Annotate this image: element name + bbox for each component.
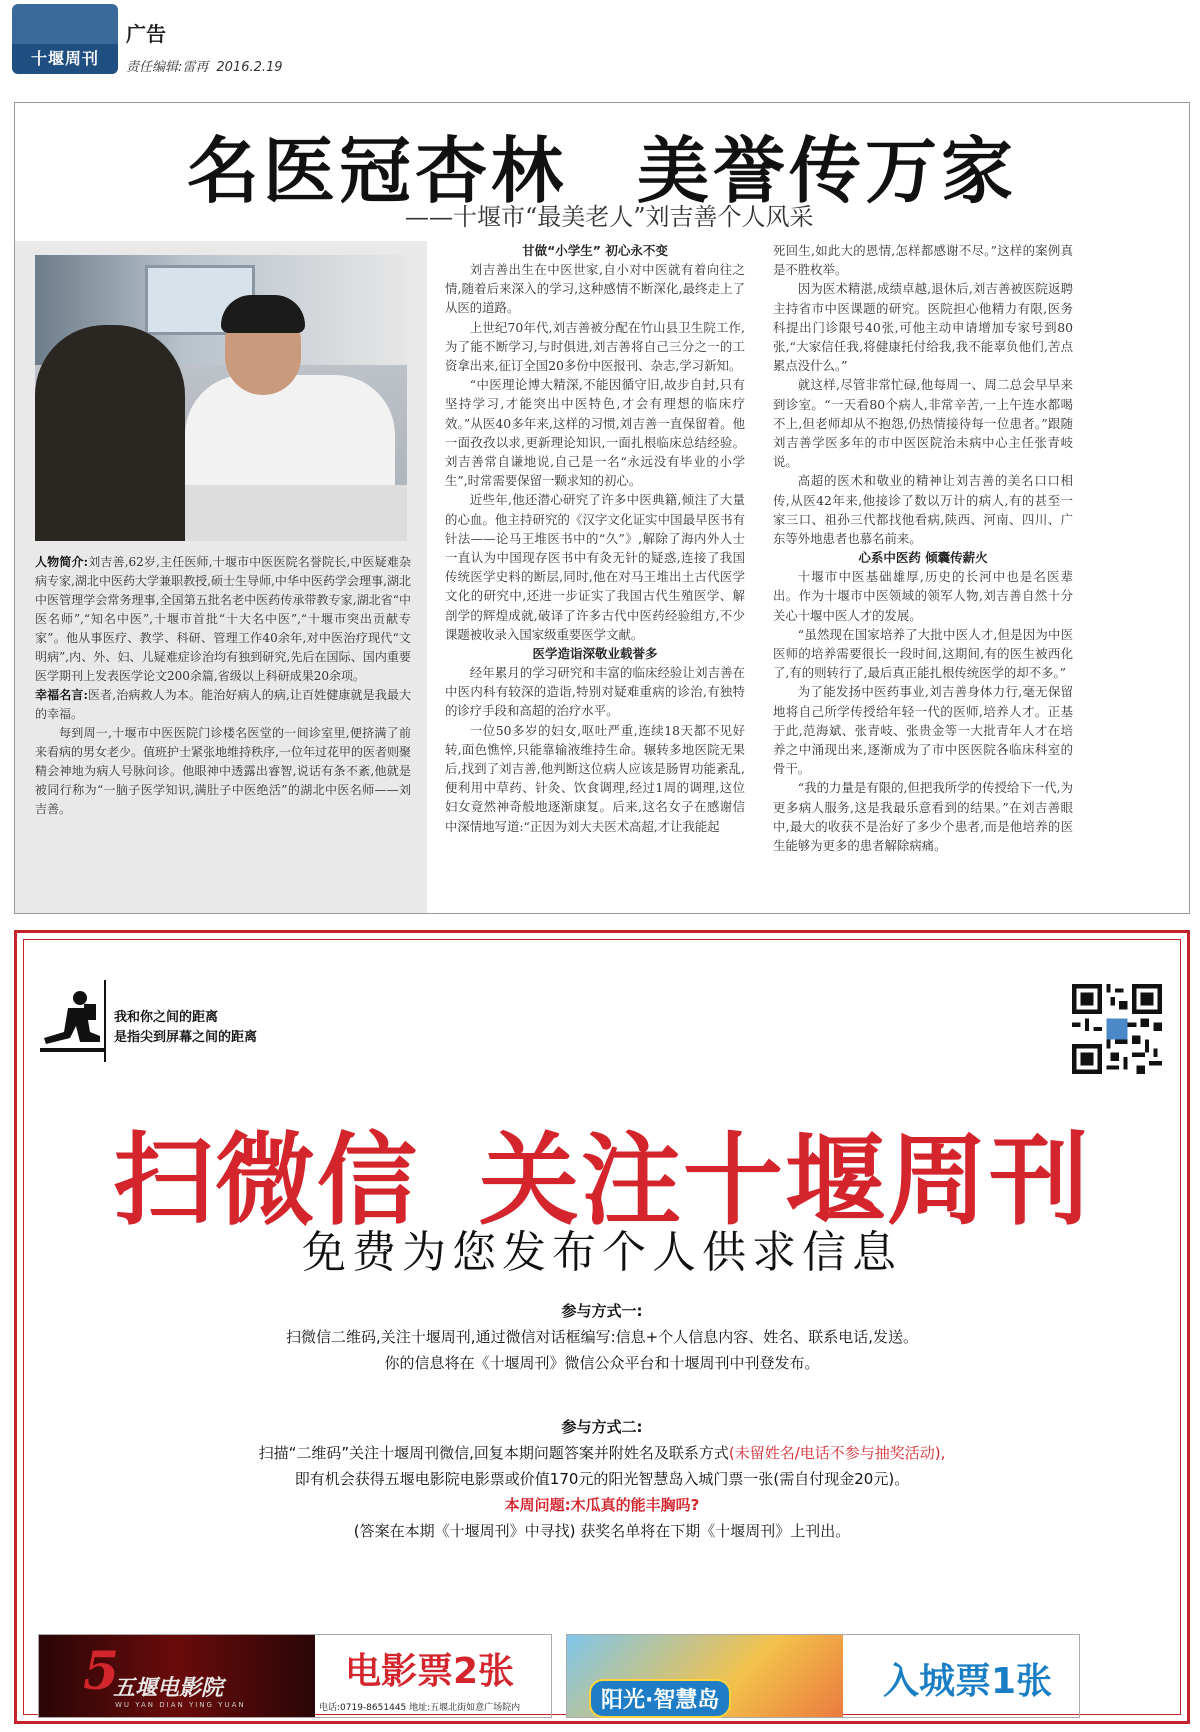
article-column-2 — [773, 241, 1073, 855]
paragraph: 十堰市中医基础雄厚,历史的长河中也是名医辈出。作为十堰市中医领域的领军人物,刘吉善自然十分关心十堰中医人才的发展。 — [773, 569, 1073, 623]
doctor-photo — [35, 255, 407, 541]
section-label: 广告 — [126, 22, 166, 46]
masthead-logo — [12, 4, 118, 74]
paragraph: 就这样,尽管非常忙碌,他每周一、周二总会早早来到诊室。“一天看80个病人,非常辛苦,一上午连水都喝不上,但老师却从不抱怨,仍热情接待每一位患者。”跟随刘吉善学医多年的市中医医院治未病中心主任张青岐说。 — [773, 377, 1073, 470]
sidebar-paragraph: 每到周一,十堰市中医医院门诊楼名医堂的一间诊室里,便挤满了前来看病的男女老少。值班护士紧张地维持秩序,一位年过花甲的医者则聚精会神地为病人号脉问诊。他眼神中透露出睿智,说话有条不紊,他就是被同行称为“一脑子医学知识,满肚子中医绝活”的湖北中医名师——刘吉善。 — [35, 726, 411, 816]
profile-sidebar — [15, 241, 427, 913]
article-subtitle: ——十堰市“最美老人”刘吉善个人风采 — [405, 203, 814, 231]
cinema-logo — [39, 1635, 315, 1717]
participation-method-1 — [24, 1298, 1180, 1376]
cinema-ticket-label: 电影票2张 — [345, 1651, 515, 1692]
method-2-line-1 — [24, 1440, 1180, 1466]
slogan-divider — [104, 980, 106, 1062]
paragraph: 经年累月的学习研究和丰富的临床经验让刘吉善在中医内科有较深的造诣,特别对疑难重病的诊治,有独特的诊疗手段和高超的治疗水平。 — [445, 665, 745, 719]
headline-part-a: 名医冠杏林 — [186, 128, 567, 213]
paragraph: 上世纪70年代,刘吉善被分配在竹山县卫生院工作,为了能不断学习,与时俱进,刘吉善将自己三分之一的工资拿出来,征订全国20多份中医报刊、杂志,学习新知。 — [445, 319, 745, 374]
paragraph: 死回生,如此大的恩情,怎样都感谢不尽。”这样的案例真是不胜枚举。 — [773, 243, 1073, 278]
section-heading: 心系中医药 倾囊传薪火 — [858, 550, 988, 566]
motto-body: 医者,治病救人为本。能治好病人的病,让百姓健康就是我最大的幸福。 — [35, 688, 411, 721]
cinema-logo-number: 5 — [83, 1641, 120, 1702]
paragraph: 刘吉善出生在中医世家,自小对中医就有着向往之情,随着后来深入的学习,这种感情不断深化,最终走上了从医的道路。 — [445, 262, 745, 316]
article-box — [14, 102, 1190, 914]
qr-code-icon[interactable] — [1072, 984, 1162, 1074]
profile-label: 人物简介: — [35, 555, 89, 569]
cinema-name: 五堰电影院 — [113, 1675, 224, 1701]
park-ticket-label: 入城票1张 — [883, 1661, 1053, 1702]
paragraph: 一位50多岁的妇女,呕吐严重,连续18天都不见好转,面色憔悴,只能靠输液维持生命。辗转多地医院无果后,找到了刘吉善,他判断这位病人应该是肠胃功能紊乱,便利用中草药、针灸、饮食调理,经过1周的调理,这位妇女竟然神奇般地逐渐康复。后来,这名女子在感谢信中深情地写道:“正因为刘大夫医术高超,才让我能起 — [445, 722, 745, 834]
park-image — [567, 1635, 843, 1717]
editor-line — [126, 56, 283, 75]
method-2-line-2: 即有机会获得五堰电影院电影票或价值170元的阳光智慧岛入城门票一张(需自付现金20元)。 — [294, 1470, 910, 1488]
logo-text: 十堰周刊 — [12, 44, 118, 74]
paragraph: “我的力量是有限的,但把我所学的传授给下一代,为更多病人服务,这是我最乐意看到的结果。”在刘吉善眼中,最大的收获不是治好了多少个患者,而是他培养的医生能够为更多的患者解除病痛。 — [773, 780, 1073, 854]
editor-name: 责任编辑:雷再 — [126, 60, 209, 75]
ad-inner-border — [23, 939, 1181, 1715]
method-2-title: 参与方式二: — [561, 1418, 643, 1436]
slogan-line-2: 是指尖到屏幕之间的距离 — [114, 1030, 258, 1045]
park-ticket-banner[interactable] — [566, 1634, 1080, 1718]
method-1-line-2: 你的信息将在《十堰周刊》微信公众平台和十堰周刊中刊登发布。 — [384, 1354, 820, 1372]
profile-body: 刘吉善,62岁,主任医师,十堰市中医医院名誉院长,中医疑难杂病专家,湖北中医药大学兼职教授,硕士生导师,中华中医药学会理事,湖北中医管理学会常务理事,全国第五批名老中医药传承带教专家,湖北省“中医名师”,“知名中医”,十堰市首批“十大名中医”,“十堰市突出贡献专家”。他从事医疗、教学、科研、管理工作40余年,对中医治疗现代“文明病”,内、外、妇、儿疑难症诊治均有独到研究,先后在国际、国内重要医学期刊上发表医学论文200余篇,省级以上科研成果20余项。 — [35, 555, 411, 683]
cinema-name-en: WU YAN DIAN YING YUAN — [115, 1701, 246, 1709]
cinema-ticket-banner[interactable] — [38, 1634, 552, 1718]
big-title-b: 关注十堰周刊 — [479, 1122, 1091, 1239]
paragraph: “虽然现在国家培养了大批中医人才,但是因为中医医师的培养需要很长一段时间,这期间,有的医生被西化了,有的则转行了,最后真正能扎根传统医学的却不多。” — [773, 626, 1073, 681]
method-2-line-1-text: 扫描“二维码”关注十堰周刊微信,回复本期问题答案并附姓名及联系方式 — [258, 1444, 729, 1462]
method-1-line-1: 扫微信二维码,关注十堰周刊,通过微信对话框编写:信息+个人信息内容、姓名、联系电话,发送。 — [286, 1328, 918, 1346]
weekly-question: 本周问题:木瓜真的能丰胸吗? — [504, 1496, 700, 1514]
section-heading: 甘做“小学生” 初心永不变 — [522, 243, 668, 258]
logo-top-band — [12, 4, 118, 44]
profile-text — [35, 553, 411, 819]
method-2-line-4: (答案在本期《十堰周刊》中寻找) 获奖名单将在下期《十堰周刊》上刊出。 — [353, 1522, 851, 1540]
paragraph: “中医理论博大精深,不能因循守旧,故步自封,只有坚持学习,才能突出中医特色,才会有理想的临床疗效。”从医40多年来,这样的习惯,刘吉善一直保留着。他一面孜孜以求,更新理论知识,一面扎根临床总结经验。刘吉善常自谦地说,自己是一名“永远没有毕业的小学生”,时常需要保留一颗求知的初心。 — [445, 377, 745, 489]
park-name: 阳光·智慧岛 — [589, 1679, 731, 1718]
issue-date: 2016.2.19 — [216, 60, 283, 75]
headline-part-b: 美誉传万家 — [637, 128, 1018, 213]
section-heading: 医学造诣深敬业载誉多 — [532, 646, 658, 662]
wechat-ad — [14, 930, 1190, 1724]
participation-method-2 — [24, 1414, 1180, 1544]
ad-subtitle: 免费为您发布个人供求信息 — [302, 1227, 902, 1278]
paragraph: 近些年,他还潜心研究了许多中医典籍,倾注了大量的心血。他主持研究的《汉字文化证实中国最早医书有针法——论马王堆医书中的“久”》,解除了海内外人士一直认为中国现存医书中有灸无针的疑惑,连接了我国传统医学史料的断层,同时,他在对马王堆出土古代医学文化的研究中,还进一步证实了我国古代生殖医学、解剖学的辉煌成就,破译了许多古代中医药经验组方,不少课题被收录入国家级重要医学文献。 — [445, 492, 745, 642]
method-2-note: (未留姓名/电话不参与抽奖活动), — [728, 1444, 946, 1462]
paragraph: 高超的医术和敬业的精神让刘吉善的美名口口相传,从医42年来,他接诊了数以万计的病人,有的甚至一家三口、祖孙三代都找他看病,陕西、河南、四川、广东等外地患者也慕名前来。 — [773, 473, 1073, 547]
slogan-line-1: 我和你之间的距离 — [114, 1010, 219, 1025]
ad-slogan — [114, 1008, 257, 1048]
paragraph: 为了能发扬中医药事业,刘吉善身体力行,毫无保留地将自己所学传授给年轻一代的医师,培养人才。正基于此,范海斌、张青岐、张贵金等一大批青年人才在培养之中涌现出来,逐渐成为了市中医医院各临床科室的骨干。 — [773, 684, 1073, 777]
article-column-1 — [445, 241, 745, 836]
cinema-contact: 电话:0719-8651445 地址:五堰北街如意广场院内 — [319, 1703, 521, 1713]
big-title-a: 扫微信 — [113, 1122, 419, 1239]
reading-person-icon — [40, 986, 104, 1058]
motto-label: 幸福名言: — [35, 688, 88, 702]
paragraph: 因为医术精湛,成绩卓越,退休后,刘吉善被医院返聘主持省市中医课题的研究。医院担心他精力有限,医务科提出门诊限号40张,可他主动申请增加专家号到80张,“大家信任我,将健康托付给我,我不能辜负他们,苦点累点没什么。” — [773, 281, 1073, 374]
method-1-title: 参与方式一: — [561, 1302, 643, 1320]
